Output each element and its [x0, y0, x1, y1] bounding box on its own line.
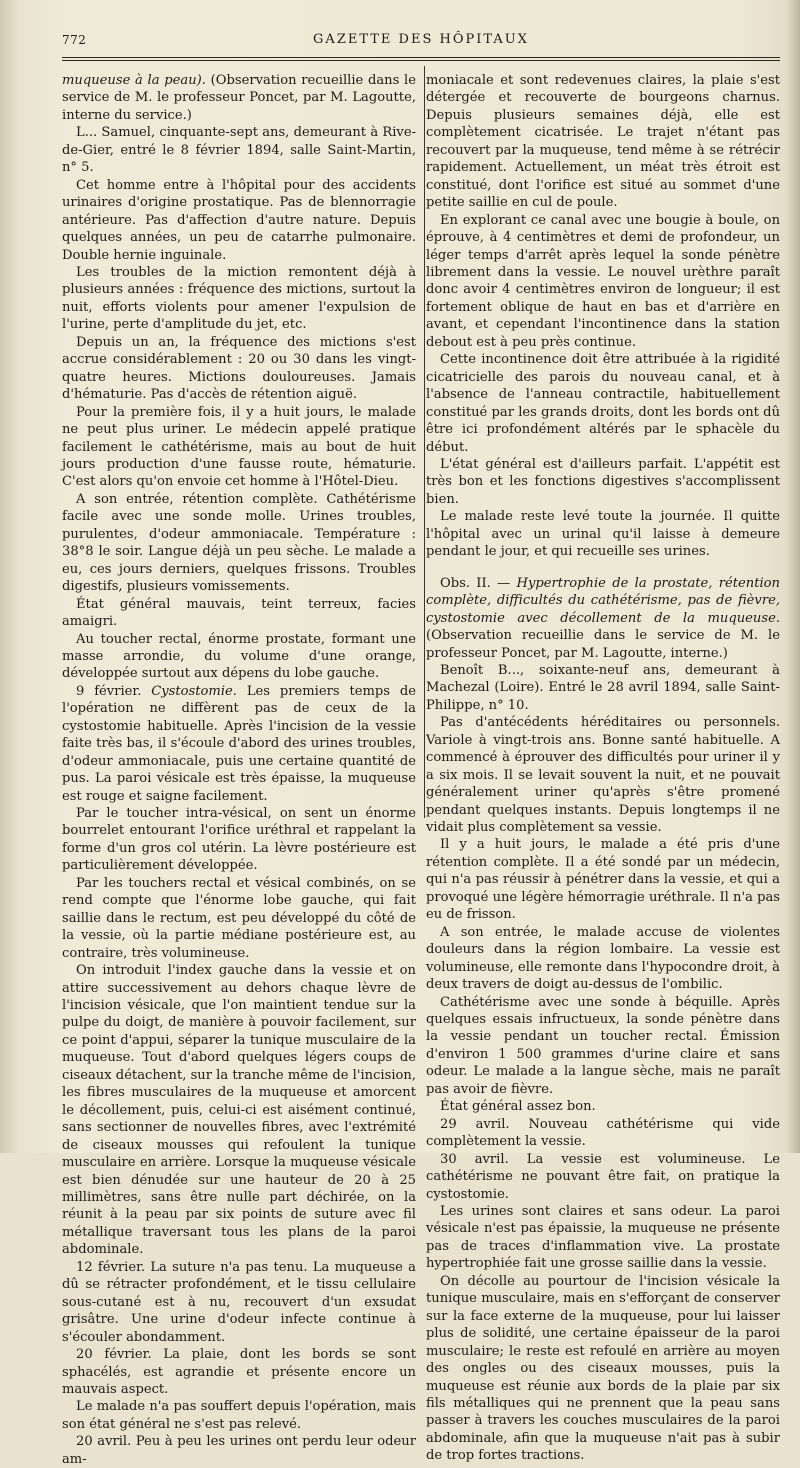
- right-column: [426, 72, 780, 1465]
- paragraph: 29 avril. Nouveau cathétérisme qui vide complètement la vessie.: [426, 1116, 780, 1150]
- paragraph: Par les touchers rectal et vésical combinés, on se rend compte que l'énorme lobe gauche, qui fait saillie dans le rectum, est peu développé du côté de la vessie, où la partie médiane postérieure est, au contraire, très volumineuse.: [62, 875, 416, 961]
- text-run: (Observation recueillie dans le service de M. le professeur Poncet, par M. Lagoutte, interne du service.): [62, 73, 416, 123]
- italic-run: Cystostomie.: [151, 683, 237, 699]
- running-header: [62, 30, 780, 50]
- observation-title: Hypertrophie de la prostate, rétention complète, difficultés du cathétérisme, pas de fièvre, cystostomie avec décollement de la muqueuse.: [426, 575, 780, 626]
- header-rule-top: [62, 57, 780, 58]
- paragraph: 30 avril. La vessie est volumineuse. Le cathétérisme ne pouvant être fait, on pratique la cystostomie.: [426, 1151, 780, 1202]
- paragraph: 20 février. La plaie, dont les bords se sont sphacélés, est agrandie et présente encore un mauvais aspect.: [62, 1347, 416, 1397]
- paragraph: État général mauvais, teint terreux, facies amaigri.: [62, 596, 416, 630]
- page-gutter-shadow: [0, 0, 20, 1153]
- journal-title: GAZETTE DES HÔPITAUX: [313, 32, 529, 47]
- paragraph: A son entrée, le malade accuse de violentes douleurs dans la région lombaire. La vessie est volumineuse, elle remonte dans l'hypocondre droit, à deux travers de doigt au-dessus de l'ombilic.: [426, 924, 780, 993]
- observation-heading: [426, 575, 780, 662]
- text-run: Les premiers temps de l'opération ne diffèrent pas de ceux de la cystostomie habituelle. Après l'incision de la vessie faite très bas, il s'écoule d'abord des urines troubles, d'odeur ammoniacale, puis une certaine quantité de pus. La paroi vésicale est très épaisse, la muqueuse est rouge et saigne facilement.: [62, 683, 416, 804]
- paragraph: Il y a huit jours, le malade a été pris d'une rétention complète. Il a été sondé par un médecin, qui n'a pas réussir à pénétrer dans la vessie, et qui a provoqué une légère hémorragie uréthrale. Il n'a pas eu de frisson.: [426, 837, 780, 923]
- paragraph: moniacale et sont redevenues claires, la plaie s'est détergée et recouverte de bourgeons charnus. Depuis plusieurs semaines déjà, elle est complètement cicatrisée. Le trajet n'étant pas recouvert par la muqueuse, tend même à se rétrécir rapidement. Actuellement, un méat très étroit est constitué, dont l'orifice est situé au sommet d'une petite saillie en cul de poule.: [426, 73, 780, 211]
- paragraph: [62, 683, 416, 805]
- paragraph: Cathétérisme avec une sonde à béquille. Après quelques essais infructueux, la sonde pénètre dans la vessie pendant un toucher rectal. Émission d'environ 1 500 grammes d'urine claire et sans odeur. Le malade a la langue sèche, mais ne paraît pas avoir de fièvre.: [426, 994, 780, 1097]
- paragraph: On introduit l'index gauche dans la vessie et on attire successivement au dehors chaque lèvre de l'incision vésicale, que l'on maintient tendue sur la pulpe du doigt, de manière à pouvoir facilement, sur ce point d'appui, séparer la tunique musculaire de la muqueuse. Tout d'abord quelques légers coups de ciseaux détachent, sur la tranche même de l'incision, les fibres musculaires de la muqueuse et amorcent le décollement, puis, celui-ci est aisément continué, sans sectionner de nouvelles fibres, avec l'extrémité de ciseaux mousses qui refoulent la tunique musculaire en arrière. Lorsque la muqueuse vésicale est bien dénudée sur une hauteur de 20 à 25 millimètres, sans être nulle part déchirée, on la réunit à la peau par six points de suture avec fil métallique traversant tous les plans de la paroi abdominale.: [62, 963, 416, 1258]
- header-rule-bottom: [62, 60, 780, 61]
- paragraph: [62, 72, 416, 124]
- paragraph: Pour la première fois, il y a huit jours, le malade ne peut plus uriner. Le médecin appelé pratique facilement le cathétérisme, mais au bout de huit jours production d'une fausse route, hématurie. C'est alors qu'on envoie cet homme à l'Hôtel-Dieu.: [62, 404, 416, 490]
- paragraph: Pas d'antécédents héréditaires ou personnels. Variole à vingt-trois ans. Bonne santé habituelle. A commencé à éprouver des difficultés pour uriner il y a six mois. Il se levait souvent la nuit, et ne pouvait généralement uriner qu'après s'être promené pendant quelques instants. Depuis longtemps il ne vidait plus complètement sa vessie.: [426, 715, 780, 836]
- paragraph: Les troubles de la miction remontent déjà à plusieurs années : fréquence des mictions, surtout la nuit, efforts violents pour amener l'expulsion de l'urine, perte d'amplitude du jet, etc.: [62, 264, 416, 333]
- page-number: 772: [62, 33, 87, 47]
- paragraph: Le malade n'a pas souffert depuis l'opération, mais son état général ne s'est pas relevé.: [62, 1399, 416, 1432]
- paragraph: 12 février. La suture n'a pas tenu. La muqueuse a dû se rétracter profondément, et le tissu cellulaire sous-cutané est à nu, recouvert d'un exsudat grisâtre. Une urine d'odeur infecte continue à s'écouler abondamment.: [62, 1259, 416, 1345]
- paragraph: 20 avril. Peu à peu les urines ont perdu leur odeur am-: [62, 1434, 416, 1467]
- italic-run: muqueuse à la peau).: [62, 73, 206, 88]
- paragraph: Par le toucher intra-vésical, on sent un énorme bourrelet entourant l'orifice uréthral et rappelant la forme d'un gros col utérin. La lèvre postérieure est particulièrement développée.: [62, 806, 416, 874]
- paragraph: Les urines sont claires et sans odeur. La paroi vésicale n'est pas épaissie, la muqueuse ne présente pas de traces d'inflammation vive. La prostate hypertrophiée fait une grosse saillie dans la vessie.: [426, 1204, 780, 1272]
- paragraph: Cette incontinence doit être attribuée à la rigidité cicatricielle des parois du nouveau canal, et à l'absence de l'anneau contractile, habituellement constitué par les grands droits, dont les bords ont dû être ici profondément altérés par le sphacèle du début.: [426, 352, 780, 455]
- text-run: 9 février.: [76, 683, 152, 699]
- paragraph: A son entrée, rétention complète. Cathétérisme facile avec une sonde molle. Urines troubles, purulentes, d'odeur ammoniacale. Température : 38°8 le soir. Langue déjà un peu sèche. Le malade a eu, ces jours derniers, quelques frissons. Troubles digestifs, plusieurs vomissements.: [62, 491, 416, 595]
- paragraph: Depuis un an, la fréquence des mictions s'est accrue considérablement : 20 ou 30 dans les vingt-quatre heures. Mictions douloureuses. Jamais d'hématurie. Pas d'accès de rétention aiguë.: [62, 334, 416, 403]
- paragraph: Au toucher rectal, énorme prostate, formant une masse arrondie, du volume d'une orange, développée surtout aux dépens du lobe gauche.: [62, 631, 416, 682]
- column-divider: [424, 66, 425, 818]
- page-edge-shadow: [786, 0, 800, 1153]
- paragraph: Le malade reste levé toute la journée. Il quitte l'hôpital avec un urinal qu'il laisse à demeure pendant le jour, et qui recueille ses urines.: [426, 509, 780, 560]
- paragraph: On décolle au pourtour de l'incision vésicale la tunique musculaire, mais en s'efforçant de conserver sur la face externe de la muqueuse, pour lui laisser plus de solidité, une certaine épaisseur de la paroi musculaire; le reste est refoulé en arrière au moyen des ongles ou des ciseaux mousses, puis la muqueuse est réunie aux bords de la plaie par six fils métalliques qui ne prennent que la peau sans passer à travers les couches musculaires de la paroi abdominale, afin que la muqueuse n'ait pas à subir de trop fortes tractions.: [426, 1273, 780, 1464]
- paragraph: Cet homme entre à l'hôpital pour des accidents urinaires d'origine prostatique. Pas de blennorragie antérieure. Pas d'affection d'autre nature. Depuis quelques années, un peu de catarrhe pulmonaire. Double hernie inguinale.: [62, 177, 416, 263]
- text-run: (Observation recueillie dans le service de M. le professeur Poncet, par M. Lagoutte, interne.): [426, 628, 780, 661]
- paragraph: Benoît B..., soixante-neuf ans, demeurant à Machezal (Loire). Entré le 28 avril 1894, salle Saint-Philippe, n° 10.: [426, 662, 780, 713]
- paragraph: L... Samuel, cinquante-sept ans, demeurant à Rive-de-Gier, entré le 8 février 1894, salle Saint-Martin, n° 5.: [62, 125, 416, 176]
- left-column: [62, 72, 416, 1468]
- paragraph: L'état général est d'ailleurs parfait. L'appétit est très bon et les fonctions digestives s'accomplissent bien.: [426, 456, 780, 507]
- observation-label: Obs. II. —: [440, 575, 517, 591]
- paragraph: En explorant ce canal avec une bougie à boule, on éprouve, à 4 centimètres et demi de profondeur, un léger temps d'arrêt après lequel la sonde pénètre librement dans la vessie. Le nouvel urèthre paraît donc avoir 4 centimètres environ de longueur; il est fortement oblique de haut en bas et d'arrière en avant, et cependant l'incontinence dans la station debout est à peu près continue.: [426, 212, 780, 350]
- paragraph: État général assez bon.: [440, 1099, 596, 1115]
